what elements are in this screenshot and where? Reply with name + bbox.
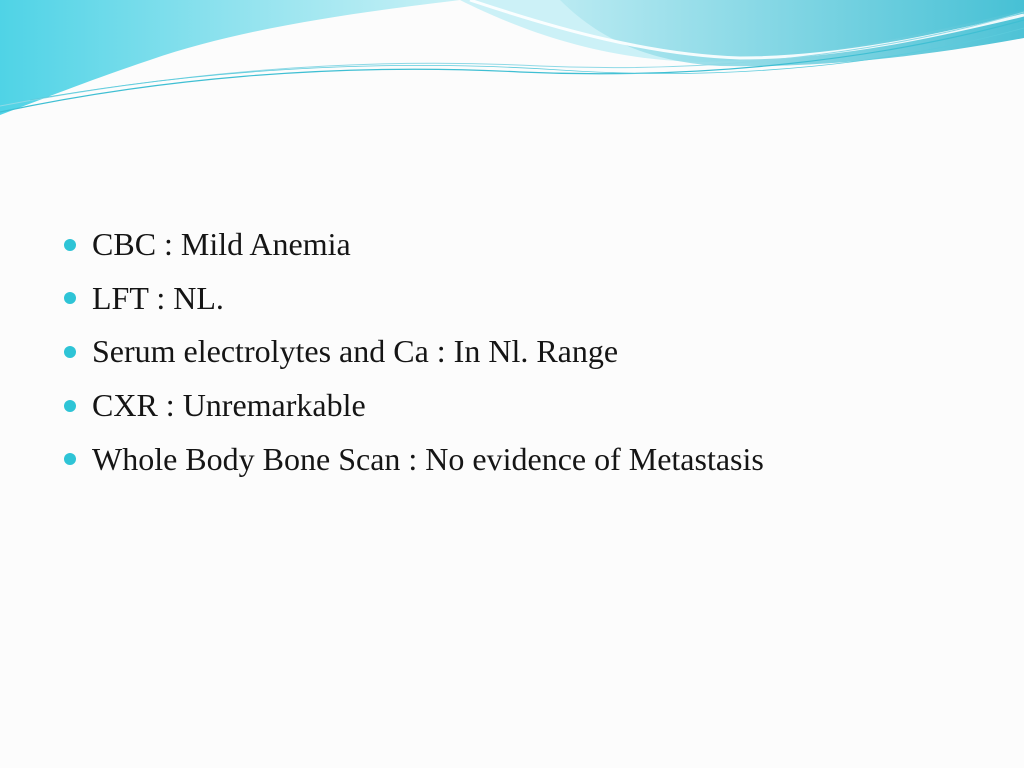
- bullet-dot-icon: [64, 346, 76, 358]
- bullet-text: Whole Body Bone Scan : No evidence of Metastasis: [92, 440, 764, 477]
- bullet-list: [64, 218, 764, 486]
- bullet-item: [64, 218, 764, 272]
- wave-band-left: [0, 0, 460, 115]
- bullet-dot-icon: [64, 239, 76, 251]
- bullet-text: Serum electrolytes and Ca : In Nl. Range: [92, 333, 619, 370]
- bullet-item: [64, 379, 764, 433]
- bullet-text: LFT : NL.: [92, 279, 224, 316]
- bullet-text: CXR : Unremarkable: [92, 387, 366, 424]
- bullet-dot-icon: [64, 292, 76, 304]
- bullet-dot-icon: [64, 453, 76, 465]
- bullet-item: [64, 325, 764, 379]
- bullet-item: [64, 272, 764, 326]
- header-wave-decoration: [0, 0, 1024, 130]
- bullet-dot-icon: [64, 400, 76, 412]
- bullet-text: CBC : Mild Anemia: [92, 226, 351, 263]
- bullet-item: [64, 432, 764, 486]
